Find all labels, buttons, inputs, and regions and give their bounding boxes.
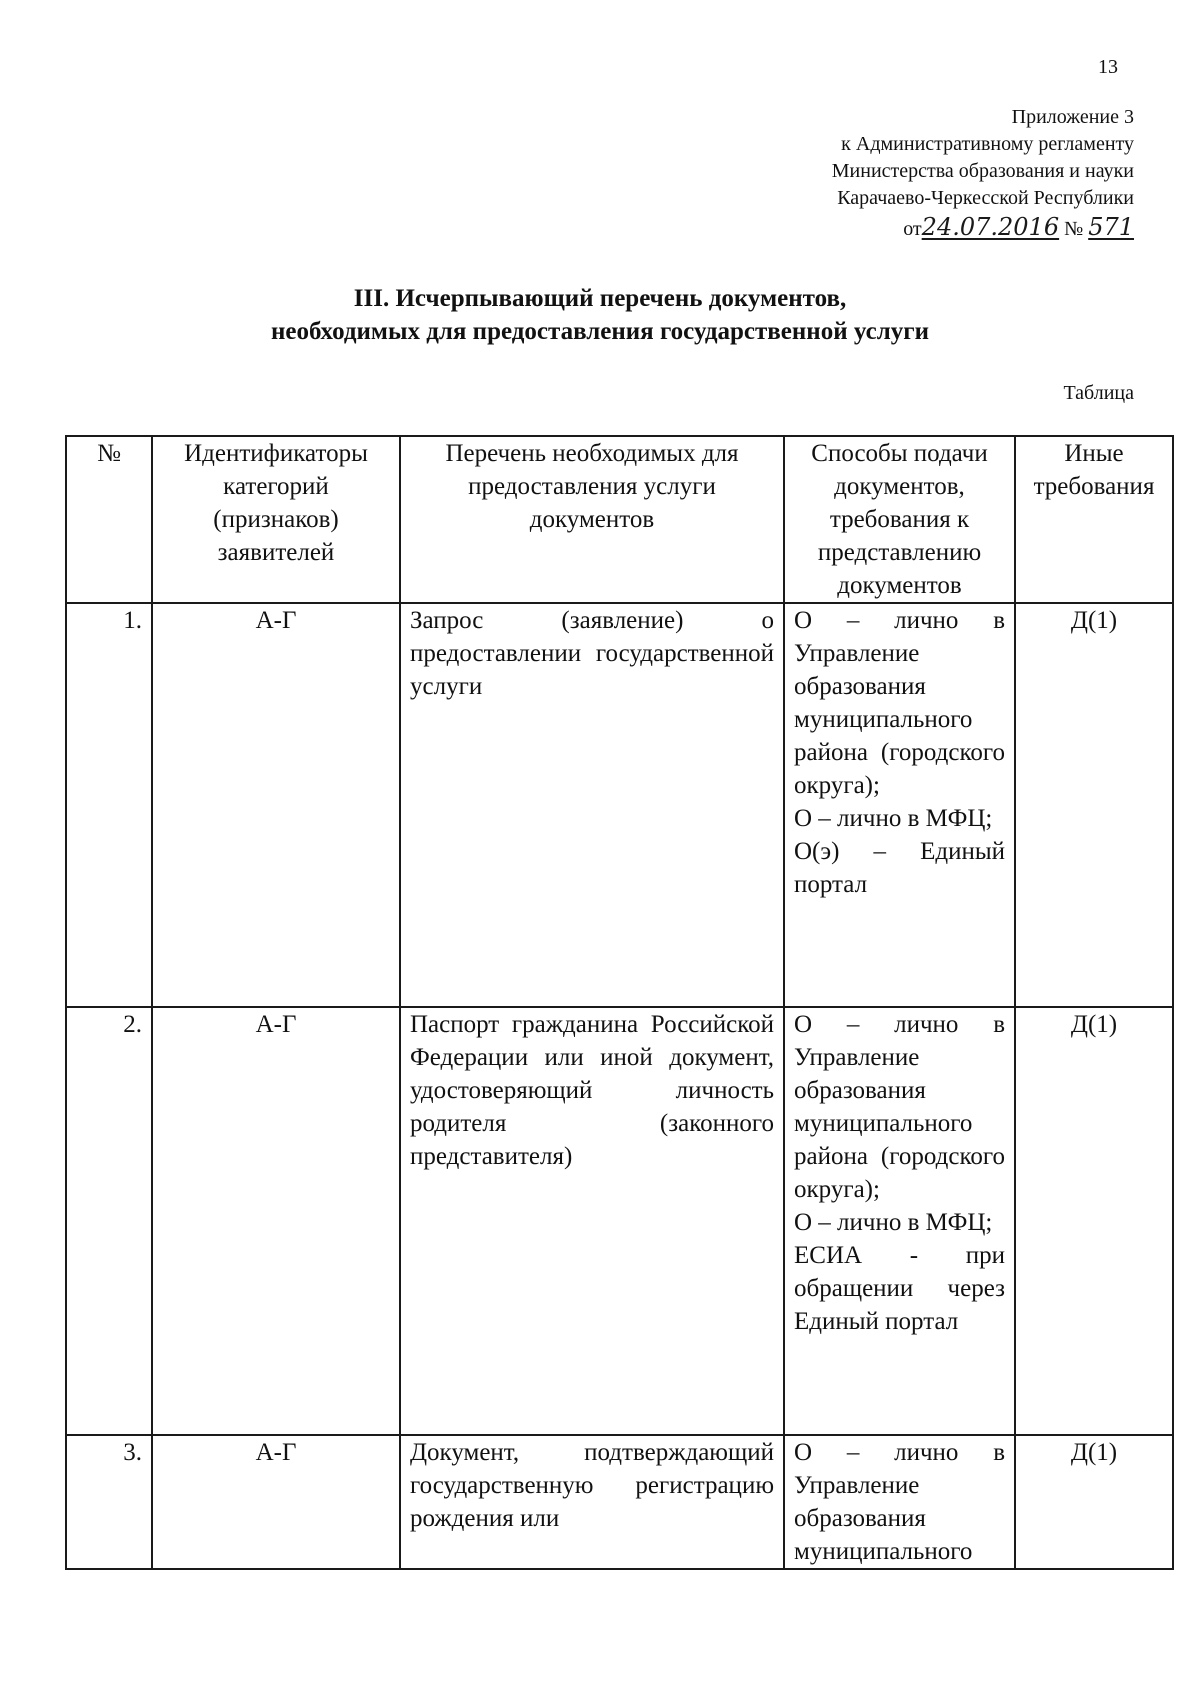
- appendix-line: Карачаево-Черкесской Республики: [837, 187, 1134, 209]
- appendix-header: [832, 104, 1134, 243]
- method-item: О – лично в Управление образования муниципального района (городского округа);: [794, 1011, 1005, 1203]
- documents-table: [65, 435, 1174, 1570]
- appendix-line: к Административному регламенту: [841, 133, 1134, 155]
- row-number: 3.: [66, 1435, 152, 1569]
- appendix-line: Приложение 3: [1011, 106, 1134, 128]
- header-other: Иные требования: [1015, 436, 1173, 603]
- date-prefix: от: [903, 218, 922, 240]
- row-category: А-Г: [152, 1435, 400, 1569]
- row-document: Документ, подтверждающий государственную регистрацию рождения или: [400, 1435, 784, 1569]
- row-document: Паспорт гражданина Российской Федерации или иной документ, удостоверяющий личность родителя (законного представителя): [400, 1007, 784, 1435]
- handwritten-date: 24.07.2016: [921, 213, 1060, 241]
- appendix-reference: [832, 214, 1134, 243]
- row-other: Д(1): [1015, 1007, 1173, 1435]
- method-item: О(э) – Единый портал: [794, 838, 1005, 898]
- header-categories: Идентификаторы категорий (признаков) заявителей: [152, 436, 400, 603]
- table-row: [66, 1007, 1173, 1435]
- section-title: [0, 282, 1200, 348]
- table-caption: Таблица: [1063, 382, 1134, 404]
- row-number: 1.: [66, 603, 152, 1007]
- row-methods: [784, 603, 1015, 1007]
- table-row: [66, 603, 1173, 1007]
- row-document: Запрос (заявление) о предоставлении государственной услуги: [400, 603, 784, 1007]
- appendix-line: Министерства образования и науки: [831, 160, 1134, 182]
- row-other: Д(1): [1015, 603, 1173, 1007]
- table-row: [66, 1435, 1173, 1569]
- section-title-line-2: необходимых для предоставления государственной услуги: [271, 318, 929, 345]
- method-item: О – лично в МФЦ;: [794, 805, 993, 832]
- row-methods: [784, 1435, 1015, 1569]
- row-number: 2.: [66, 1007, 152, 1435]
- handwritten-number: 571: [1088, 213, 1134, 241]
- number-prefix: №: [1064, 218, 1084, 240]
- header-documents: Перечень необходимых для предоставления услуги документов: [400, 436, 784, 603]
- method-item: О – лично в Управление образования муниципального района (городского округа);: [794, 607, 1005, 799]
- row-category: А-Г: [152, 603, 400, 1007]
- page-number: 13: [1098, 56, 1118, 78]
- method-item: ЕСИА - при обращении через Единый портал: [794, 1242, 1005, 1335]
- row-methods: [784, 1007, 1015, 1435]
- method-item: О – лично в Управление образования муниципального: [794, 1439, 1005, 1565]
- section-title-line-1: III. Исчерпывающий перечень документов,: [353, 285, 847, 312]
- row-other: Д(1): [1015, 1435, 1173, 1569]
- table-header-row: [66, 436, 1173, 603]
- method-item: О – лично в МФЦ;: [794, 1209, 993, 1236]
- row-category: А-Г: [152, 1007, 400, 1435]
- header-number: №: [66, 436, 152, 603]
- header-methods: Способы подачи документов, требования к представлению документов: [784, 436, 1015, 603]
